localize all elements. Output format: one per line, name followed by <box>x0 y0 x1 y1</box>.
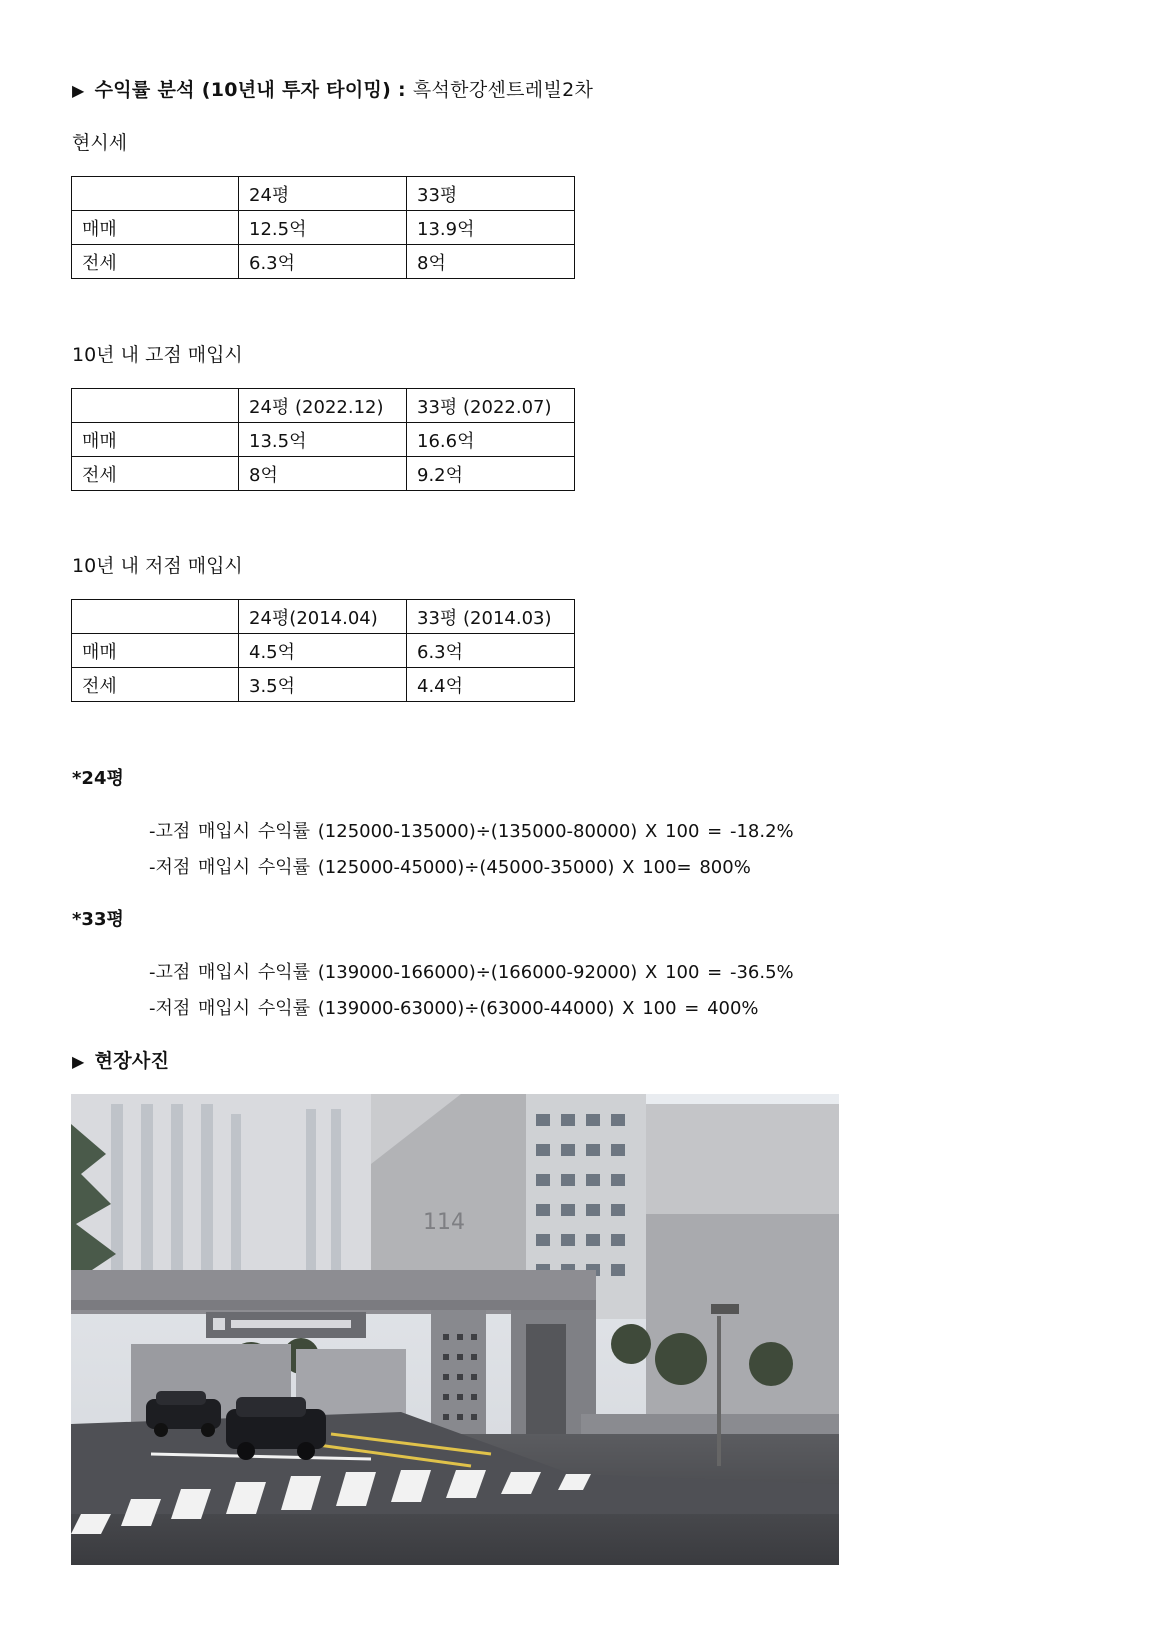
calc-heading-33: *33평 <box>72 909 124 930</box>
table-header-cell: 24평 <box>239 177 407 211</box>
table-header-cell: 24평 (2022.12) <box>239 389 407 423</box>
calc-line: -고점 매입시 수익률 (139000-166000)÷(166000-92000) X 100 = -36.5% <box>149 962 794 983</box>
site-photo-illustration <box>71 1094 839 1565</box>
table-row <box>72 668 575 702</box>
table-header-cell: 33평 (2022.07) <box>407 389 575 423</box>
table-cell: 12.5억 <box>239 211 407 245</box>
price-table-low <box>71 599 575 702</box>
table-header-cell: 24평(2014.04) <box>239 600 407 634</box>
table-row-label: 매매 <box>72 211 239 245</box>
table-row <box>72 245 575 279</box>
table-header-row <box>72 177 575 211</box>
calc-heading-24: *24평 <box>72 768 124 789</box>
table-row-label: 전세 <box>72 245 239 279</box>
table-header-cell: 33평 <box>407 177 575 211</box>
table-cell: 9.2억 <box>407 457 575 491</box>
table-caption-current: 현시세 <box>72 132 128 154</box>
calc-line: -저점 매입시 수익률 (139000-63000)÷(63000-44000) X 100 = 400% <box>149 998 759 1019</box>
triangle-bullet-icon: ▶ <box>72 1052 85 1071</box>
table-row-label: 전세 <box>72 457 239 491</box>
table-cell: 4.5억 <box>239 634 407 668</box>
site-photo <box>71 1094 839 1565</box>
table-caption-high: 10년 내 고점 매입시 <box>72 344 243 366</box>
table-row <box>72 457 575 491</box>
table-cell: 8억 <box>239 457 407 491</box>
triangle-bullet-icon: ▶ <box>72 81 85 100</box>
building-number-text: 114 <box>423 1210 465 1235</box>
table-header-cell: 33평 (2014.03) <box>407 600 575 634</box>
table-cell: 13.9억 <box>407 211 575 245</box>
table-cell: 6.3억 <box>239 245 407 279</box>
table-cell: 4.4억 <box>407 668 575 702</box>
table-row <box>72 211 575 245</box>
table-header-row <box>72 389 575 423</box>
analysis-heading-title: 수익률 분석 (10년내 투자 타이밍) : <box>94 79 406 101</box>
calc-line: -저점 매입시 수익률 (125000-45000)÷(45000-35000) X 100= 800% <box>149 857 751 878</box>
table-cell: 16.6억 <box>407 423 575 457</box>
table-header-cell <box>72 600 239 634</box>
price-table-current <box>71 176 575 279</box>
photo-section-title: 현장사진 <box>94 1050 170 1072</box>
table-cell: 8억 <box>407 245 575 279</box>
table-row <box>72 423 575 457</box>
calc-line: -고점 매입시 수익률 (125000-135000)÷(135000-80000) X 100 = -18.2% <box>149 821 794 842</box>
table-row-label: 전세 <box>72 668 239 702</box>
analysis-heading-subtitle: 흑석한강센트레빌2차 <box>412 79 594 101</box>
table-cell: 6.3억 <box>407 634 575 668</box>
table-row-label: 매매 <box>72 634 239 668</box>
photo-section-heading <box>72 1046 169 1073</box>
table-cell: 3.5억 <box>239 668 407 702</box>
table-header-row <box>72 600 575 634</box>
price-table-high <box>71 388 575 491</box>
analysis-heading <box>72 75 593 102</box>
table-header-cell <box>72 389 239 423</box>
table-cell: 13.5억 <box>239 423 407 457</box>
table-row-label: 매매 <box>72 423 239 457</box>
table-caption-low: 10년 내 저점 매입시 <box>72 555 243 577</box>
table-row <box>72 634 575 668</box>
table-header-cell <box>72 177 239 211</box>
